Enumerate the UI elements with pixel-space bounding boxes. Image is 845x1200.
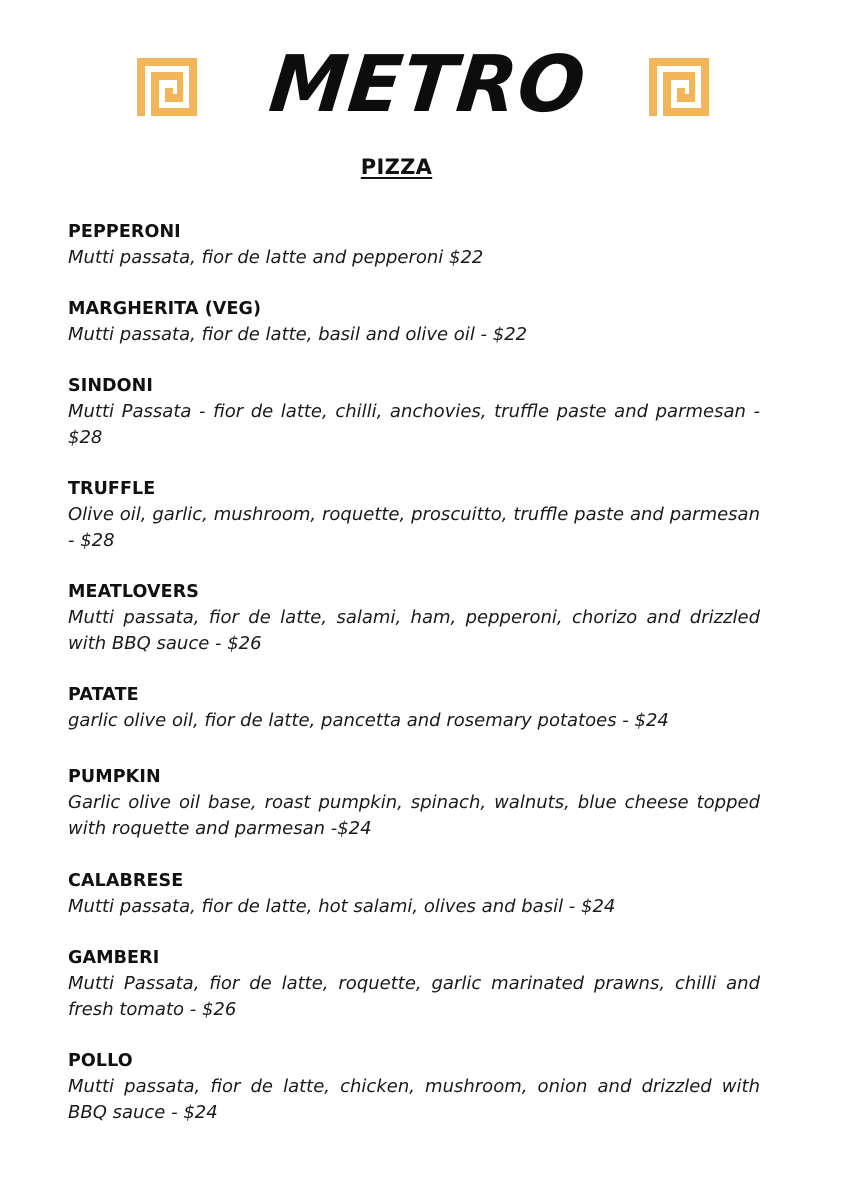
menu-item-description: Olive oil, garlic, mushroom, roquette, proscuitto, truffle paste and parmesan - $28: [68, 504, 760, 551]
menu-item-name: TRUFFLE: [68, 479, 156, 499]
menu-item-name: POLLO: [68, 1051, 133, 1071]
menu-item-name: GAMBERI: [68, 948, 160, 968]
menu-item-description: Mutti passata, fior de latte and pepperoni $22: [68, 247, 484, 268]
menu-item-description: Garlic olive oil base, roast pumpkin, spinach, walnuts, blue cheese topped with roquette and parmesan -$24: [68, 792, 760, 839]
menu-item-name: MEATLOVERS: [68, 582, 200, 602]
menu-item: [68, 946, 760, 1023]
menu-item: [68, 1049, 760, 1126]
brand-logo: METRO: [265, 40, 591, 130]
menu-item-name: PUMPKIN: [68, 767, 161, 787]
header: [0, 42, 845, 132]
menu-item: [68, 220, 760, 271]
menu-item-name: MARGHERITA (VEG): [68, 299, 262, 319]
menu-item-name: PEPPERONI: [68, 222, 181, 242]
menu-item-name: PATATE: [68, 685, 139, 705]
section-title: PIZZA: [360, 155, 433, 179]
menu-item-description: Mutti passata, fior de latte, basil and olive oil - $22: [68, 324, 528, 345]
greek-key-icon: [137, 58, 197, 116]
greek-key-icon: [649, 58, 709, 116]
menu-item-description: Mutti passata, fior de latte, chicken, mushroom, onion and drizzled with BBQ sauce - $24: [68, 1076, 760, 1123]
menu-item: [68, 765, 760, 842]
menu-item-name: SINDONI: [68, 376, 154, 396]
menu-item-description: Mutti Passata, fior de latte, roquette, garlic marinated prawns, chilli and fresh tomato - $26: [68, 973, 760, 1020]
menu-item: [68, 374, 760, 451]
menu-item-description: Mutti passata, fior de latte, hot salami, olives and basil - $24: [68, 896, 616, 917]
menu-item: [68, 869, 760, 920]
menu-item-description: garlic olive oil, fior de latte, pancetta and rosemary potatoes - $24: [68, 710, 669, 731]
menu-item: [68, 297, 760, 348]
menu-item: [68, 477, 760, 554]
menu-item-description: Mutti passata, fior de latte, salami, ham, pepperoni, chorizo and drizzled with BBQ sauce - $26: [68, 607, 760, 654]
menu-item-description: Mutti Passata - fior de latte, chilli, anchovies, truffle paste and parmesan - $28: [68, 401, 760, 448]
menu-item-name: CALABRESE: [68, 871, 184, 891]
menu-item: [68, 683, 760, 734]
menu-item: [68, 580, 760, 657]
